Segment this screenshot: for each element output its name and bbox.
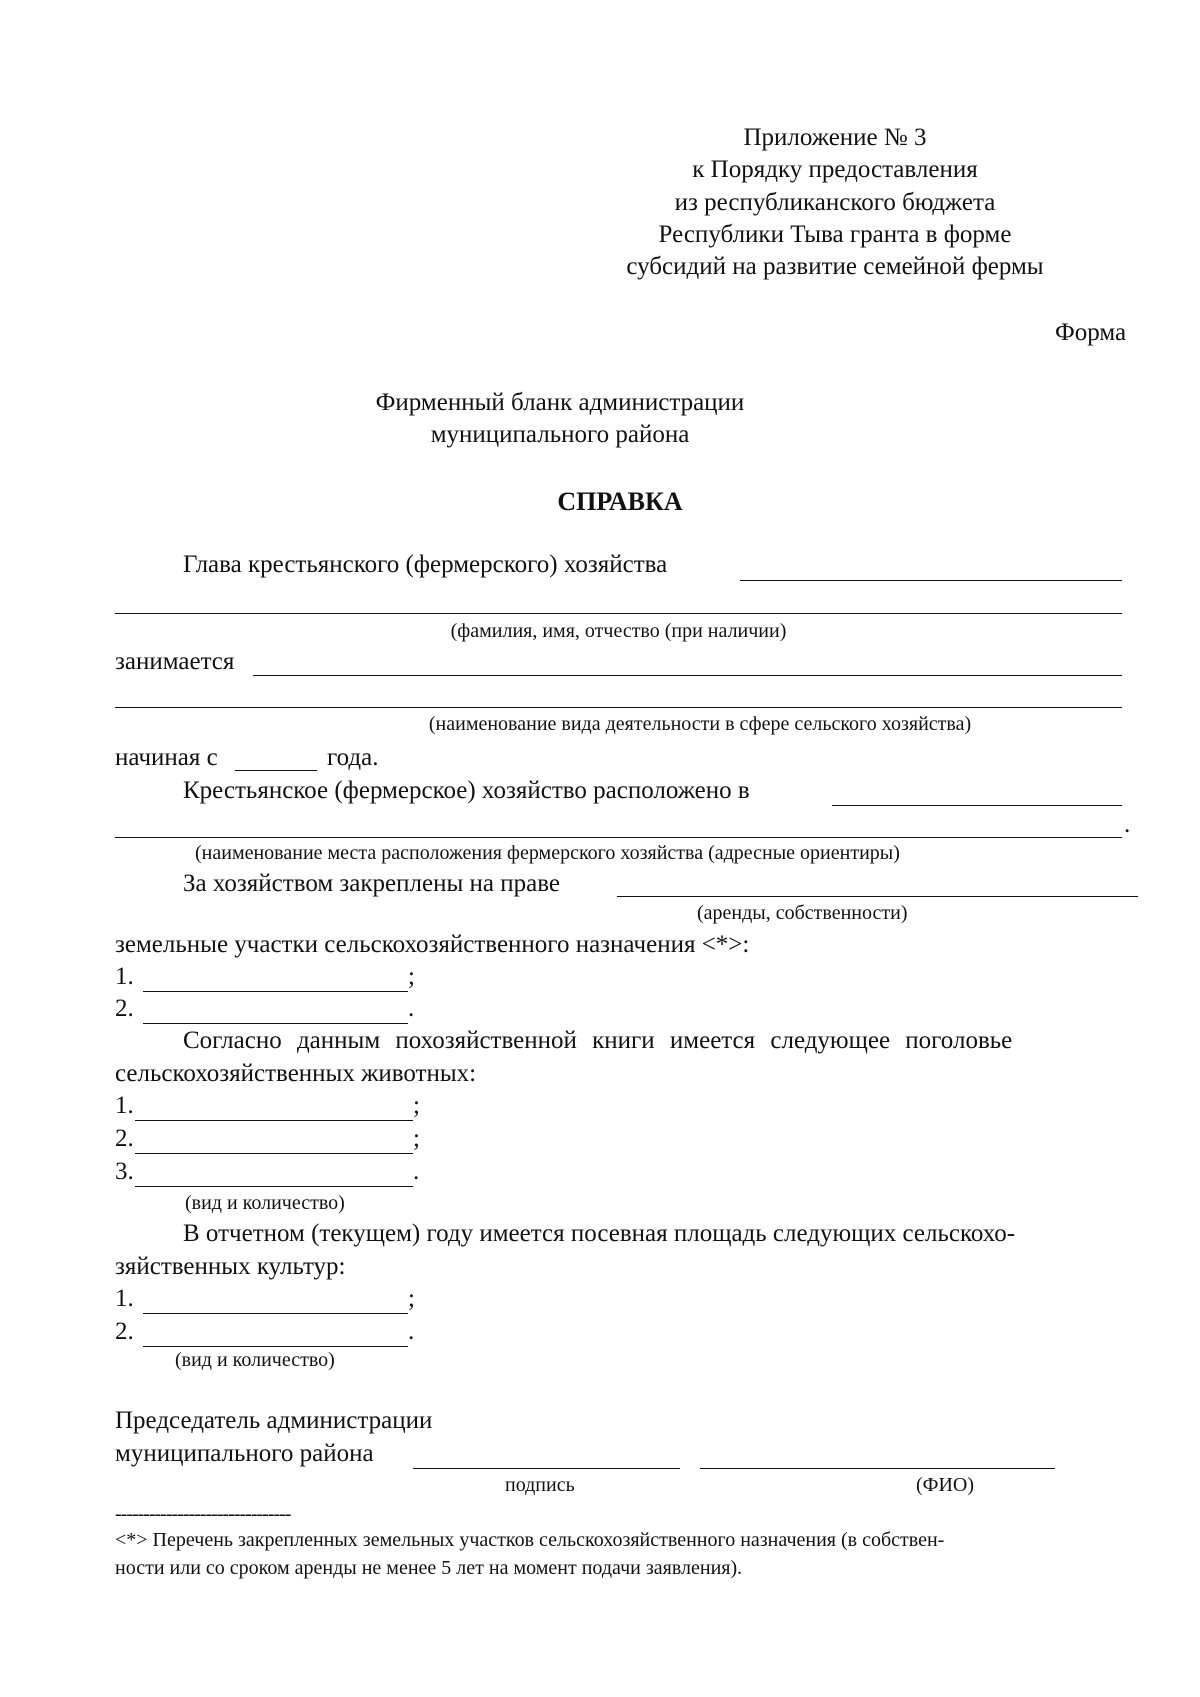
livestock-item-1-end: ; (413, 1092, 420, 1119)
livestock-item-2-end: ; (413, 1125, 420, 1152)
crops-item-1-num: 1. (115, 1285, 134, 1312)
since-prefix: начиная с (115, 744, 218, 771)
activity-label: занимается (115, 648, 235, 675)
document-title: СПРАВКА (557, 487, 683, 516)
land-item-2-field[interactable] (143, 1023, 408, 1024)
signature-caption: подпись (505, 1474, 575, 1496)
land-item-1-end: ; (408, 963, 415, 990)
signature-title-1: Председатель администрации (115, 1407, 433, 1434)
land-item-1-field[interactable] (143, 991, 408, 992)
appendix-line-2: к Порядку предоставления (692, 156, 978, 183)
activity-field-line-1[interactable] (253, 675, 1122, 676)
livestock-item-1-field[interactable] (135, 1120, 413, 1121)
crops-text-1: В отчетном (текущем) году имеется посевная площадь следующих сельскохо- (183, 1220, 1016, 1247)
location-field-line-1[interactable] (832, 805, 1122, 806)
livestock-item-3-num: 3. (115, 1158, 134, 1185)
signature-name-field[interactable] (700, 1468, 1055, 1469)
location-end: . (1124, 811, 1131, 838)
crops-item-2-field[interactable] (143, 1346, 408, 1347)
crops-text-2: зяйственных культур: (115, 1253, 346, 1280)
land-right-label: За хозяйством закреплены на праве (183, 870, 560, 897)
livestock-caption: (вид и количество) (185, 1192, 345, 1214)
location-field-line-2[interactable] (115, 837, 1122, 838)
land-right-caption: (аренды, собственности) (697, 902, 908, 924)
letterhead-line-1: Фирменный бланк администрации (375, 389, 745, 416)
head-name-field-line-2[interactable] (115, 613, 1122, 614)
crops-item-2-end: . (408, 1318, 415, 1345)
form-label: Форма (1055, 319, 1127, 346)
location-caption: (наименование места расположения фермерского хозяйства (адресные ориентиры) (195, 842, 900, 864)
crops-caption: (вид и количество) (175, 1349, 335, 1371)
letterhead-line-2: муниципального района (430, 421, 690, 448)
name-caption: (ФИО) (916, 1474, 975, 1496)
crops-item-1-field[interactable] (143, 1313, 408, 1314)
livestock-item-3-end: . (413, 1158, 420, 1185)
footnote-line-2: ности или со сроком аренды не менее 5 лет на момент подачи заявления). (115, 1557, 743, 1579)
appendix-line-3: из республиканского бюджета (674, 189, 996, 216)
livestock-item-3-field[interactable] (135, 1186, 413, 1187)
activity-caption: (наименование вида деятельности в сфере сельского хозяйства) (428, 713, 972, 735)
crops-item-1-end: ; (408, 1285, 415, 1312)
livestock-text-1: Согласно данным похозяйственной книги имеется следующее поголовье (183, 1027, 1013, 1054)
footnote-separator: ------------------------------- (115, 1503, 291, 1525)
signature-field[interactable] (413, 1468, 680, 1469)
footnote-line-1: <*> Перечень закрепленных земельных участков сельскохозяйственного назначения (в собствен- (115, 1529, 945, 1551)
land-item-2-num: 2. (115, 995, 134, 1022)
land-item-2-end: . (408, 995, 415, 1022)
livestock-text-2: сельскохозяйственных животных: (115, 1060, 477, 1087)
head-caption: (фамилия, имя, отчество (при наличии) (450, 620, 787, 642)
head-name-field-line-1[interactable] (740, 580, 1122, 581)
livestock-item-1-num: 1. (115, 1092, 134, 1119)
livestock-item-2-field[interactable] (135, 1153, 413, 1154)
since-year-field[interactable] (235, 770, 317, 771)
location-label: Крестьянское (фермерское) хозяйство расположено в (183, 777, 750, 804)
signature-title-2: муниципального района (115, 1440, 374, 1467)
land-item-1-num: 1. (115, 963, 134, 990)
land-right-field[interactable] (617, 896, 1138, 897)
appendix-line-4: Республики Тыва гранта в форме (658, 221, 1012, 248)
land-text: земельные участки сельскохозяйственного назначения <*>: (115, 931, 750, 958)
since-suffix: года. (327, 744, 379, 771)
appendix-number: Приложение № 3 (743, 124, 927, 151)
livestock-item-2-num: 2. (115, 1125, 134, 1152)
appendix-line-5: субсидий на развитие семейной фермы (626, 253, 1044, 280)
activity-field-line-2[interactable] (115, 707, 1122, 708)
crops-item-2-num: 2. (115, 1318, 134, 1345)
head-label: Глава крестьянского (фермерского) хозяйства (183, 551, 668, 578)
